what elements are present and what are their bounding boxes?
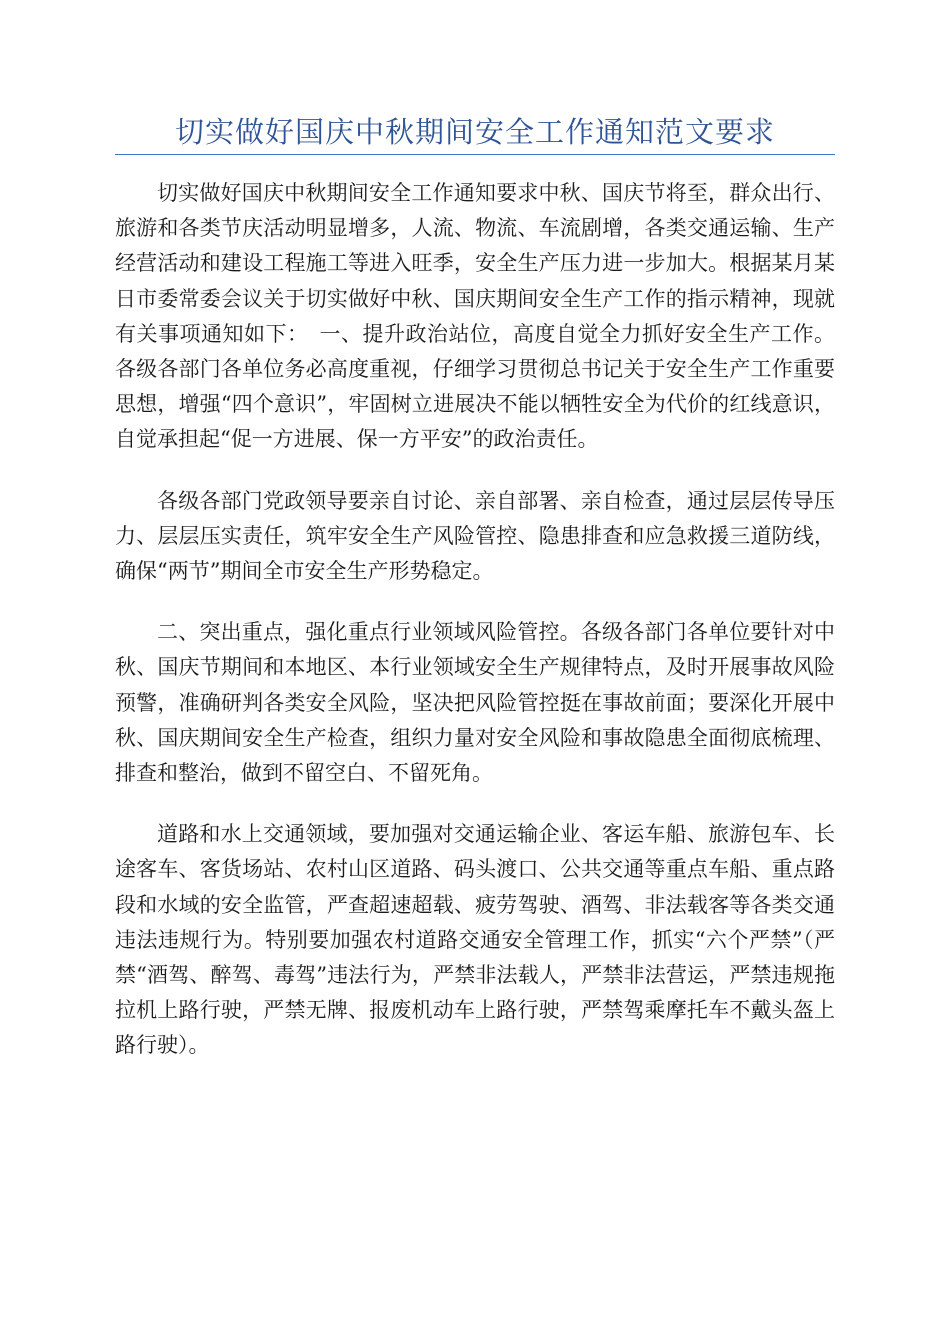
document-body <box>115 176 835 1064</box>
paragraph-4: 道路和水上交通领域，要加强对交通运输企业、客运车船、旅游包车、长途客车、客货场站、农村山区道路、码头渡口、公共交通等重点车船、重点路段和水域的安全监管，严查超速超载、疲劳驾驶、酒驾、非法载客等各类交通违法违规行为。特别要加强农村道路交通安全管理工作，抓实“六个严禁”（严禁“酒驾、醉驾、毒驾”违法行为，严禁非法载人，严禁非法营运，严禁违规拖拉机上路行驶，严禁无牌、报废机动车上路行驶，严禁驾乘摩托车不戴头盔上路行驶）。 <box>115 822 835 1058</box>
paragraph-3: 二、突出重点，强化重点行业领域风险管控。各级各部门各单位要针对中秋、国庆节期间和本地区、本行业领域安全生产规律特点，及时开展事故风险预警，准确研判各类安全风险，坚决把风险管控挺在事故前面；要深化开展中秋、国庆期间安全生产检查，组织力量对安全风险和事故隐患全面彻底梳理、排查和整治，做到不留空白、不留死角。 <box>115 620 835 786</box>
paragraph-2: 各级各部门党政领导要亲自讨论、亲自部署、亲自检查，通过层层传导压力、层层压实责任，筑牢安全生产风险管控、隐患排查和应急救援三道防线，确保“两节”期间全市安全生产形势稳定。 <box>115 488 835 584</box>
document-title: 切实做好国庆中秋期间安全工作通知范文要求 <box>174 115 775 149</box>
paragraph-1: 切实做好国庆中秋期间安全工作通知要求中秋、国庆节将至，群众出行、旅游和各类节庆活动明显增多，人流、物流、车流剧增，各类交通运输、生产经营活动和建设工程施工等进入旺季，安全生产压力进一步加大。根据某月某日市委常委会议关于切实做好中秋、国庆期间安全生产工作的指示精神，现就有关事项通知如下： 一、提升政治站位，高度自觉全力抓好安全生产工作。各级各部门各单位务必高度重视，仔细学习贯彻总书记关于安全生产工作重要思想，增强“四个意识”，牢固树立进展决不能以牺牲安全为代价的红线意识，自觉承担起“促一方进展、保一方平安”的政治责任。 <box>115 181 835 452</box>
title-underline <box>115 154 835 155</box>
